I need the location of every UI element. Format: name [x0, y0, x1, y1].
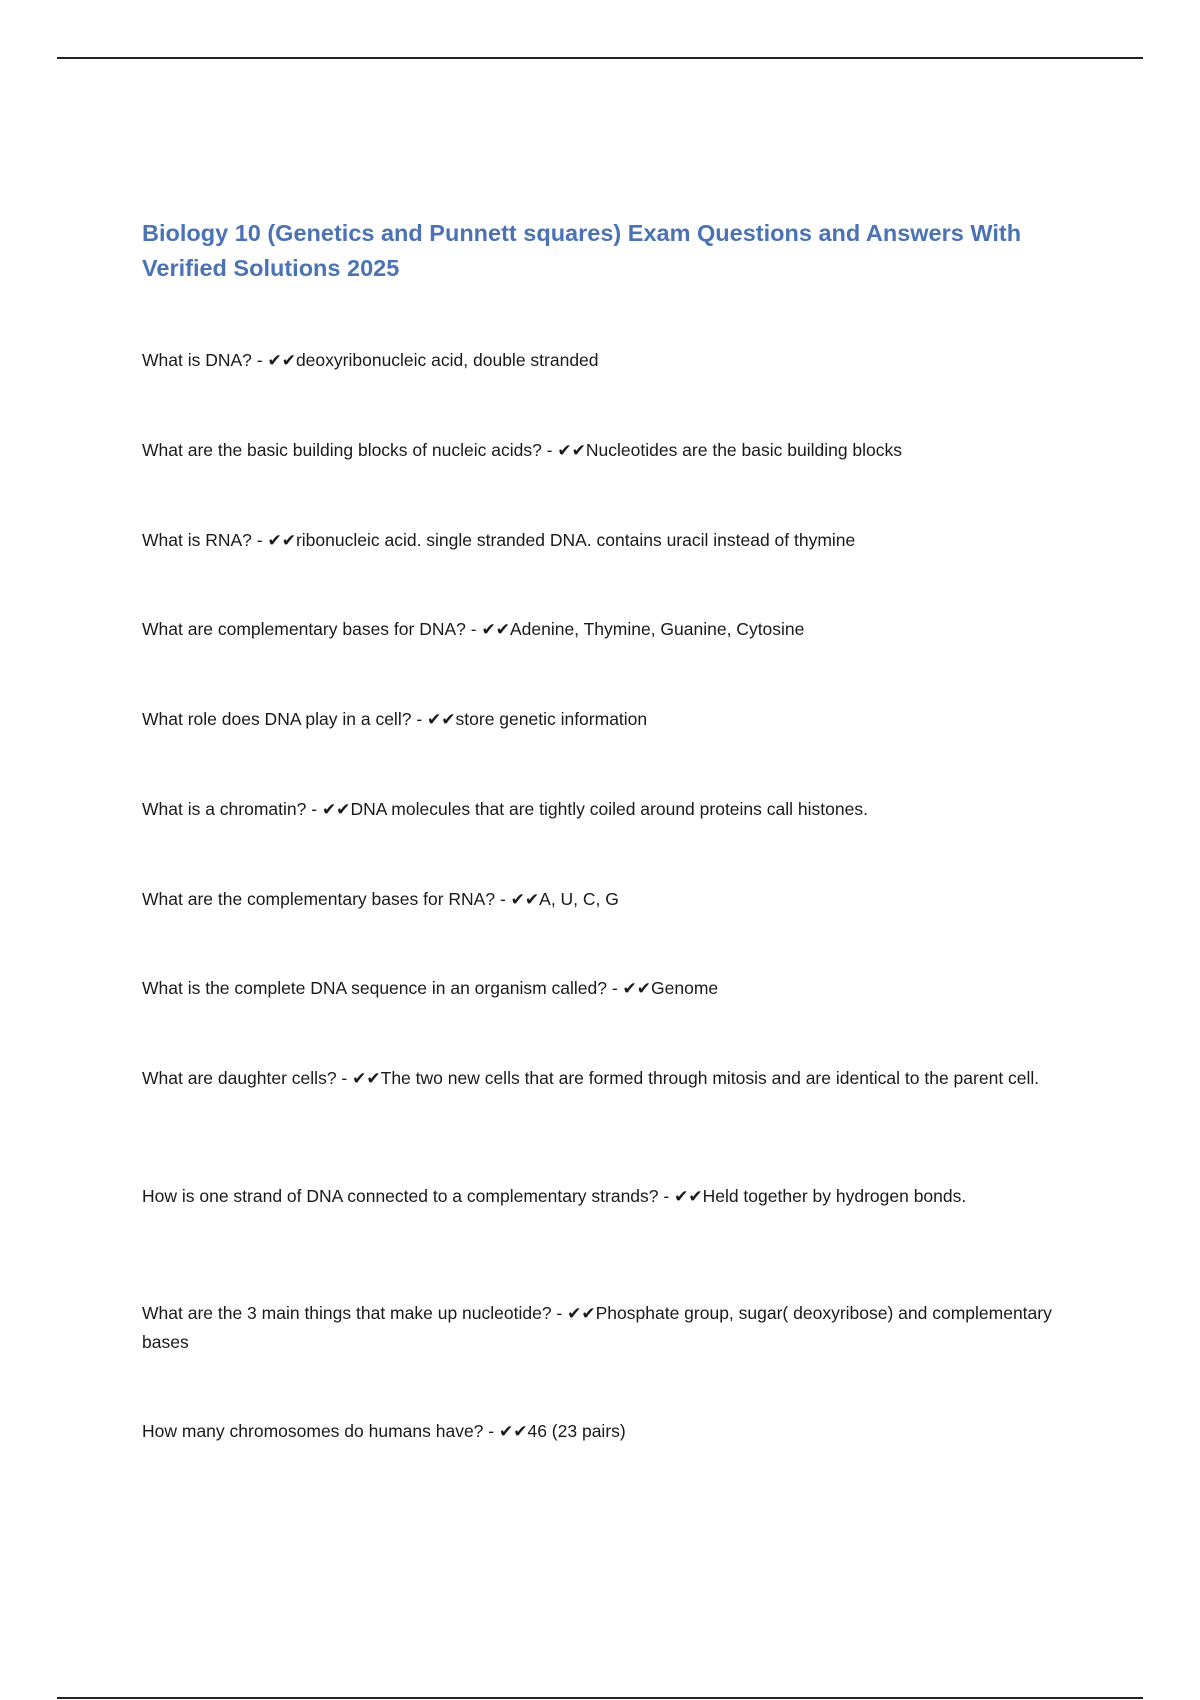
- question-text: What is RNA?: [142, 530, 252, 550]
- qa-item-8: [142, 974, 1062, 1003]
- double-check-icon: ✔✔: [267, 351, 296, 371]
- question-text: What role does DNA play in a cell?: [142, 709, 412, 729]
- answer-text: A, U, C, G: [539, 889, 619, 909]
- qa-item-1: [142, 346, 1062, 375]
- qa-item-11: [142, 1299, 1062, 1356]
- separator: -: [541, 440, 558, 460]
- answer-text: Held together by hydrogen bonds.: [702, 1186, 967, 1206]
- question-text: What are the complementary bases for RNA?: [142, 889, 496, 909]
- double-check-icon: ✔✔: [352, 1069, 381, 1089]
- answer-text: The two new cells that are formed through mitosis and are identical to the parent cell.: [380, 1068, 1040, 1088]
- answer-text: deoxyribonucleic acid, double stranded: [295, 350, 599, 370]
- qa-item-10: [142, 1182, 1062, 1211]
- separator: -: [551, 1303, 568, 1323]
- answer-text: DNA molecules that are tightly coiled around proteins call histones.: [350, 799, 868, 819]
- answer-text: Nucleotides are the basic building blocks: [585, 440, 903, 460]
- document-title: Biology 10 (Genetics and Punnett squares) Exam Questions and Answers With Verified Solutions 2025: [142, 220, 1022, 281]
- answer-text: Adenine, Thymine, Guanine, Cytosine: [509, 619, 805, 639]
- bottom-rule: [57, 1697, 1143, 1699]
- answer-text: 46 (23 pairs): [527, 1421, 626, 1441]
- double-check-icon: ✔✔: [510, 890, 540, 910]
- question-text: What are the basic building blocks of nucleic acids?: [142, 440, 542, 460]
- separator: -: [336, 1068, 353, 1088]
- separator: -: [465, 619, 482, 639]
- question-text: How is one strand of DNA connected to a complementary strands?: [142, 1186, 659, 1206]
- separator: -: [606, 978, 623, 998]
- qa-item-9: [142, 1064, 1062, 1093]
- question-text: What are complementary bases for DNA?: [142, 619, 466, 639]
- separator: -: [251, 530, 268, 550]
- double-check-icon: ✔✔: [481, 620, 510, 640]
- qa-item-4: [142, 615, 1062, 644]
- double-check-icon: ✔✔: [557, 441, 586, 461]
- separator: -: [483, 1421, 499, 1441]
- qa-item-2: [142, 436, 1062, 465]
- answer-text: ribonucleic acid. single stranded DNA. contains uracil instead of thymine: [295, 530, 856, 550]
- double-check-icon: ✔✔: [674, 1187, 703, 1207]
- qa-item-5: [142, 705, 1062, 734]
- separator: -: [495, 889, 511, 909]
- separator: -: [658, 1186, 675, 1206]
- qa-item-3: [142, 526, 1062, 555]
- separator: -: [411, 709, 428, 729]
- question-text: What are daughter cells?: [142, 1068, 337, 1088]
- answer-text: store genetic information: [455, 709, 648, 729]
- question-text: What are the 3 main things that make up nucleotide?: [142, 1303, 552, 1323]
- question-text: What is the complete DNA sequence in an organism called?: [142, 978, 607, 998]
- top-rule: [57, 57, 1143, 59]
- answer-text: Genome: [651, 978, 719, 998]
- qa-item-7: [142, 885, 1062, 914]
- double-check-icon: ✔✔: [498, 1422, 528, 1442]
- double-check-icon: ✔✔: [567, 1304, 596, 1324]
- question-text: What is a chromatin?: [142, 799, 307, 819]
- question-text: What is DNA?: [142, 350, 252, 370]
- question-text: How many chromosomes do humans have?: [142, 1421, 484, 1441]
- separator: -: [251, 350, 268, 370]
- separator: -: [306, 799, 322, 819]
- double-check-icon: ✔✔: [267, 531, 296, 551]
- double-check-icon: ✔✔: [321, 800, 351, 820]
- double-check-icon: ✔✔: [622, 979, 652, 999]
- answer-text: Phosphate group, sugar( deoxyribose) and complementary bases: [142, 1303, 1052, 1352]
- qa-item-6: [142, 795, 1062, 824]
- double-check-icon: ✔✔: [427, 710, 456, 730]
- qa-item-12: [142, 1417, 1062, 1446]
